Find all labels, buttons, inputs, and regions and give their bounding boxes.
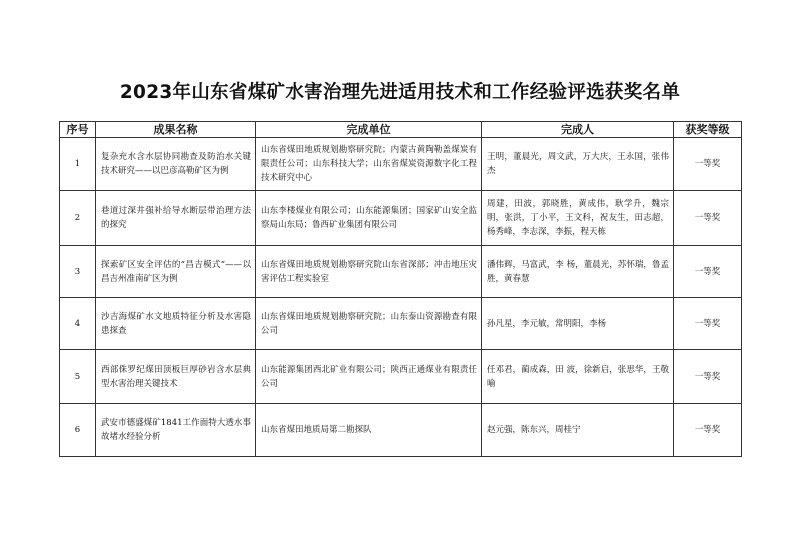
cell-no: 6 xyxy=(60,404,96,457)
cell-no: 4 xyxy=(60,298,96,350)
cell-level: 一等奖 xyxy=(674,138,742,191)
header-people: 完成人 xyxy=(482,122,674,138)
cell-unit: 山东省煤田地质规划勘察研究院；山东泰山资源勘查有限公司 xyxy=(256,298,482,350)
cell-unit: 山东能源集团西北矿业有限公司；陕西正通煤业有限责任公司 xyxy=(256,350,482,404)
cell-level: 一等奖 xyxy=(674,350,742,404)
cell-no: 2 xyxy=(60,191,96,246)
cell-people: 潘伟辉，马富武，李 杨，董晨光，苏怀瑞，鲁孟胜，黄春慧 xyxy=(482,246,674,298)
table-row xyxy=(60,191,742,246)
cell-name: 西部侏罗纪煤田顶板巨厚砂岩含水层典型水害治理关键技术 xyxy=(96,350,256,404)
header-unit: 完成单位 xyxy=(256,122,482,138)
cell-name: 复杂充水含水层协同勘查及防治水关键技术研究——以巴彦高勒矿区为例 xyxy=(96,138,256,191)
table-row xyxy=(60,404,742,457)
table-row xyxy=(60,138,742,191)
award-table xyxy=(59,121,742,457)
cell-people: 周建，田波，郭晓胜，黄成伟，耿学升，魏宗明，张洪，丁小平，王文科，祝友生，田志超，杨秀峰，李志深，李振，程天栋 xyxy=(482,191,674,246)
table-row xyxy=(60,350,742,404)
cell-name: 巷道过深井强补给导水断层带治理方法的探究 xyxy=(96,191,256,246)
cell-people: 孙凡星，李元敏，常明阳，李杨 xyxy=(482,298,674,350)
cell-unit: 山东省煤田地质规划勘察研究院；内蒙古黄陶勒盖煤炭有限责任公司；山东科技大学；山东省煤炭资源数字化工程技术研究中心 xyxy=(256,138,482,191)
table-row xyxy=(60,298,742,350)
header-level: 获奖等级 xyxy=(674,122,742,138)
cell-people: 王明，董晨光，周文武，万大庆，王永国，张伟杰 xyxy=(482,138,674,191)
cell-name: 沙吉海煤矿水文地质特征分析及水害隐患探查 xyxy=(96,298,256,350)
header-no: 序号 xyxy=(60,122,96,138)
cell-no: 5 xyxy=(60,350,96,404)
cell-level: 一等奖 xyxy=(674,246,742,298)
cell-no: 1 xyxy=(60,138,96,191)
cell-people: 任邓君，蔺成森，田 波，徐新启，张思华，王敬喻 xyxy=(482,350,674,404)
cell-name: 探索矿区安全评估的“昌吉模式”——以昌吉州准南矿区为例 xyxy=(96,246,256,298)
cell-level: 一等奖 xyxy=(674,191,742,246)
cell-unit: 山东省煤田地质规划勘察研究院山东省深部；冲击地压灾害评估工程实验室 xyxy=(256,246,482,298)
cell-no: 3 xyxy=(60,246,96,298)
cell-people: 赵元强，陈东兴，周桂宁 xyxy=(482,404,674,457)
table-row xyxy=(60,246,742,298)
table-header-row xyxy=(60,122,742,138)
cell-unit: 山东省煤田地质局第二勘探队 xyxy=(256,404,482,457)
document-title: 2023年山东省煤矿水害治理先进适用技术和工作经验评选获奖名单 xyxy=(119,82,681,103)
cell-level: 一等奖 xyxy=(674,404,742,457)
header-name: 成果名称 xyxy=(96,122,256,138)
cell-level: 一等奖 xyxy=(674,298,742,350)
cell-name: 武安市德盛煤矿1841工作面特大透水事故堵水经验分析 xyxy=(96,404,256,457)
cell-unit: 山东李楼煤业有限公司；山东能源集团；国家矿山安全监察局山东局；鲁西矿业集团有限公司 xyxy=(256,191,482,246)
